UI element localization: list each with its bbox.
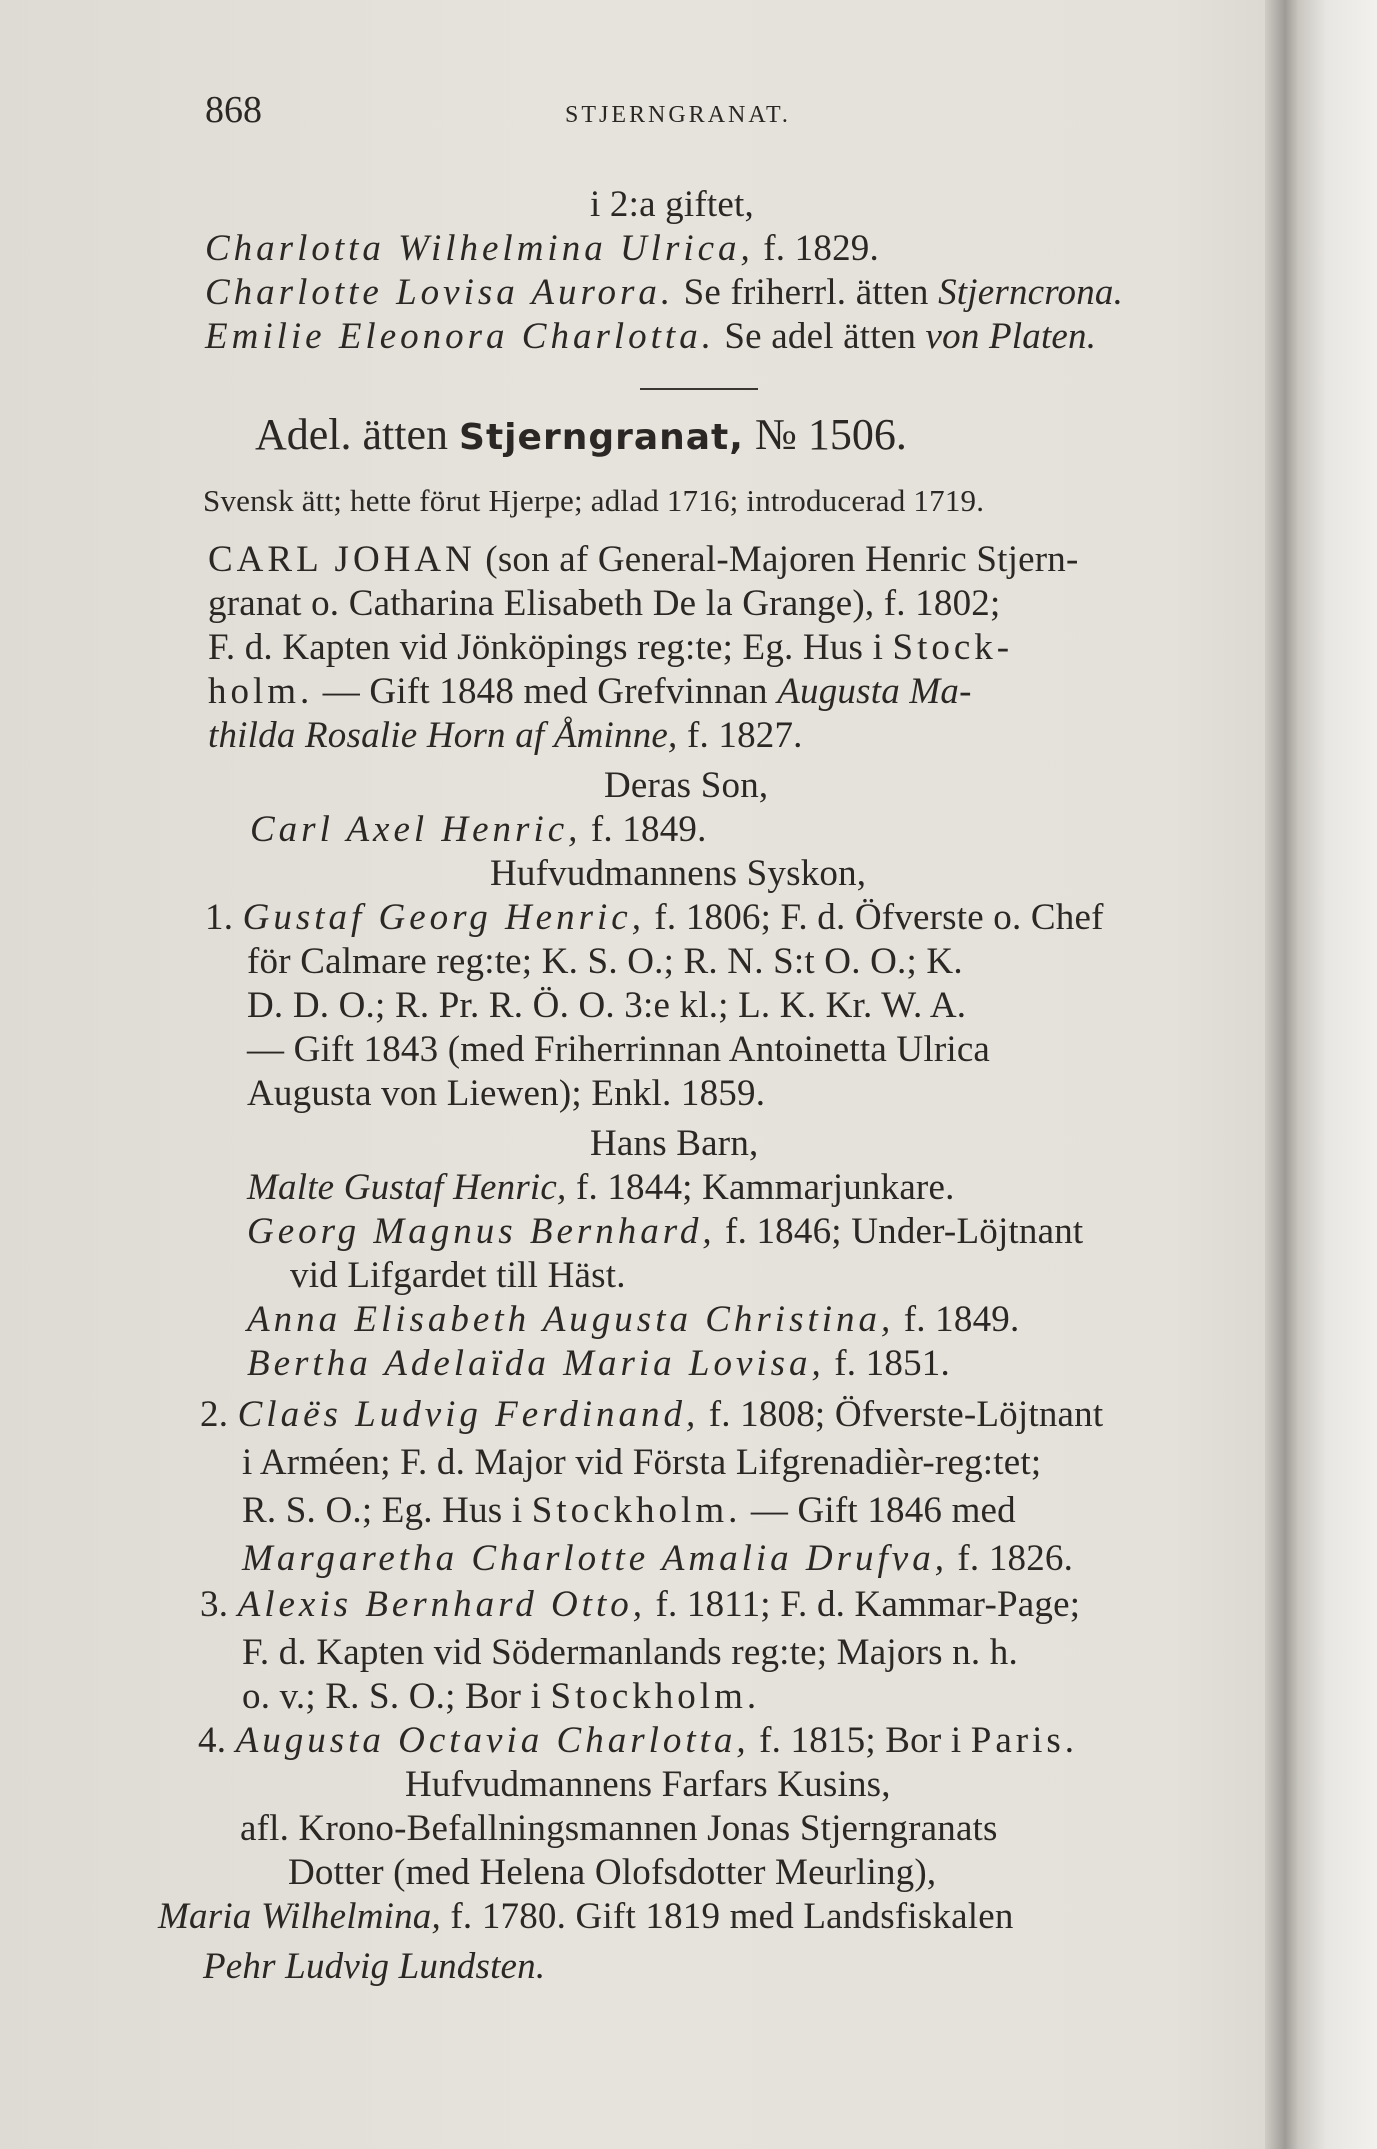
subheading: Deras Son, (604, 765, 769, 806)
text-line: — Gift 1843 (med Friherrinnan Antoinetta Ulrica (247, 1029, 991, 1070)
text-line: Pehr Ludvig Lundsten. (203, 1946, 546, 1987)
text-line: Georg Magnus Bernhard, f. 1846; Under-Löjtnant (247, 1211, 1084, 1252)
family-summary: Svensk ätt; hette förut Hjerpe; adlad 1716; introducerad 1719. (203, 483, 985, 518)
text-line: i 2:a giftet, (590, 184, 754, 225)
text-line: F. d. Kapten vid Södermanlands reg:te; Majors n. h. (242, 1632, 1018, 1673)
text-line: 1. Gustaf Georg Henric, f. 1806; F. d. Öfverste o. Chef (205, 897, 1104, 938)
text-line: Maria Wilhelmina, f. 1780. Gift 1819 med Landsfiskalen (158, 1896, 1014, 1937)
text-line: i Arméen; F. d. Major vid Första Lifgrenadièr-reg:tet; (242, 1442, 1042, 1483)
text-line: Anna Elisabeth Augusta Christina, f. 1849. (247, 1299, 1020, 1340)
text-line: D. D. O.; R. Pr. R. Ö. O. 3:e kl.; L. K. Kr. W. A. (247, 985, 967, 1026)
text-line: Bertha Adelaïda Maria Lovisa, f. 1851. (247, 1343, 950, 1384)
running-head: STJERNGRANAT. (565, 102, 791, 128)
section-divider (640, 388, 758, 390)
text-line: CARL JOHAN (son af General-Majoren Henric Stjern- (208, 539, 1079, 580)
text-line: granat o. Catharina Elisabeth De la Grange), f. 1802; (208, 583, 1001, 624)
text-line: Augusta von Liewen); Enkl. 1859. (247, 1073, 766, 1114)
text-line: Emilie Eleonora Charlotta. Se adel ätten von Platen. (205, 316, 1097, 357)
text-line: holm. — Gift 1848 med Grefvinnan Augusta Ma- (208, 671, 972, 712)
text-line: 3. Alexis Bernhard Otto, f. 1811; F. d. Kammar-Page; (200, 1584, 1081, 1625)
text-line: afl. Krono-Befallningsmannen Jonas Stjerngranats (240, 1808, 998, 1849)
text-line: Charlotta Wilhelmina Ulrica, f. 1829. (205, 228, 879, 269)
text-line: Margaretha Charlotte Amalia Drufva, f. 1826. (242, 1538, 1074, 1579)
section-heading: Adel. ätten Stjerngranat, № 1506. (255, 410, 907, 459)
text-line: Carl Axel Henric, f. 1849. (250, 809, 707, 850)
text-line: 4. Augusta Octavia Charlotta, f. 1815; Bor i Paris. (198, 1720, 1079, 1761)
text-line: vid Lifgardet till Häst. (290, 1255, 626, 1296)
subheading: Hufvudmannens Syskon, (490, 853, 867, 894)
page-number: 868 (205, 89, 262, 131)
text-line: Dotter (med Helena Olofsdotter Meurling), (288, 1852, 937, 1893)
book-spine-shadow (1265, 0, 1377, 2149)
text-line: 2. Claës Ludvig Ferdinand, f. 1808; Öfverste-Löjtnant (200, 1394, 1104, 1435)
text-line: Charlotte Lovisa Aurora. Se friherrl. ätten Stjerncrona. (205, 272, 1124, 313)
text-line: F. d. Kapten vid Jönköpings reg:te; Eg. Hus i Stock- (208, 627, 1014, 668)
text-line: R. S. O.; Eg. Hus i Stockholm. — Gift 1846 med (242, 1490, 1016, 1531)
text-line: thilda Rosalie Horn af Åminne, f. 1827. (208, 715, 803, 756)
text-line: Malte Gustaf Henric, f. 1844; Kammarjunkare. (247, 1167, 955, 1208)
subheading: Hans Barn, (590, 1123, 759, 1164)
text-line: o. v.; R. S. O.; Bor i Stockholm. (242, 1676, 761, 1717)
text-line: för Calmare reg:te; K. S. O.; R. N. S:t O. O.; K. (247, 941, 963, 982)
page-header (205, 88, 845, 138)
subheading: Hufvudmannens Farfars Kusins, (405, 1764, 891, 1805)
